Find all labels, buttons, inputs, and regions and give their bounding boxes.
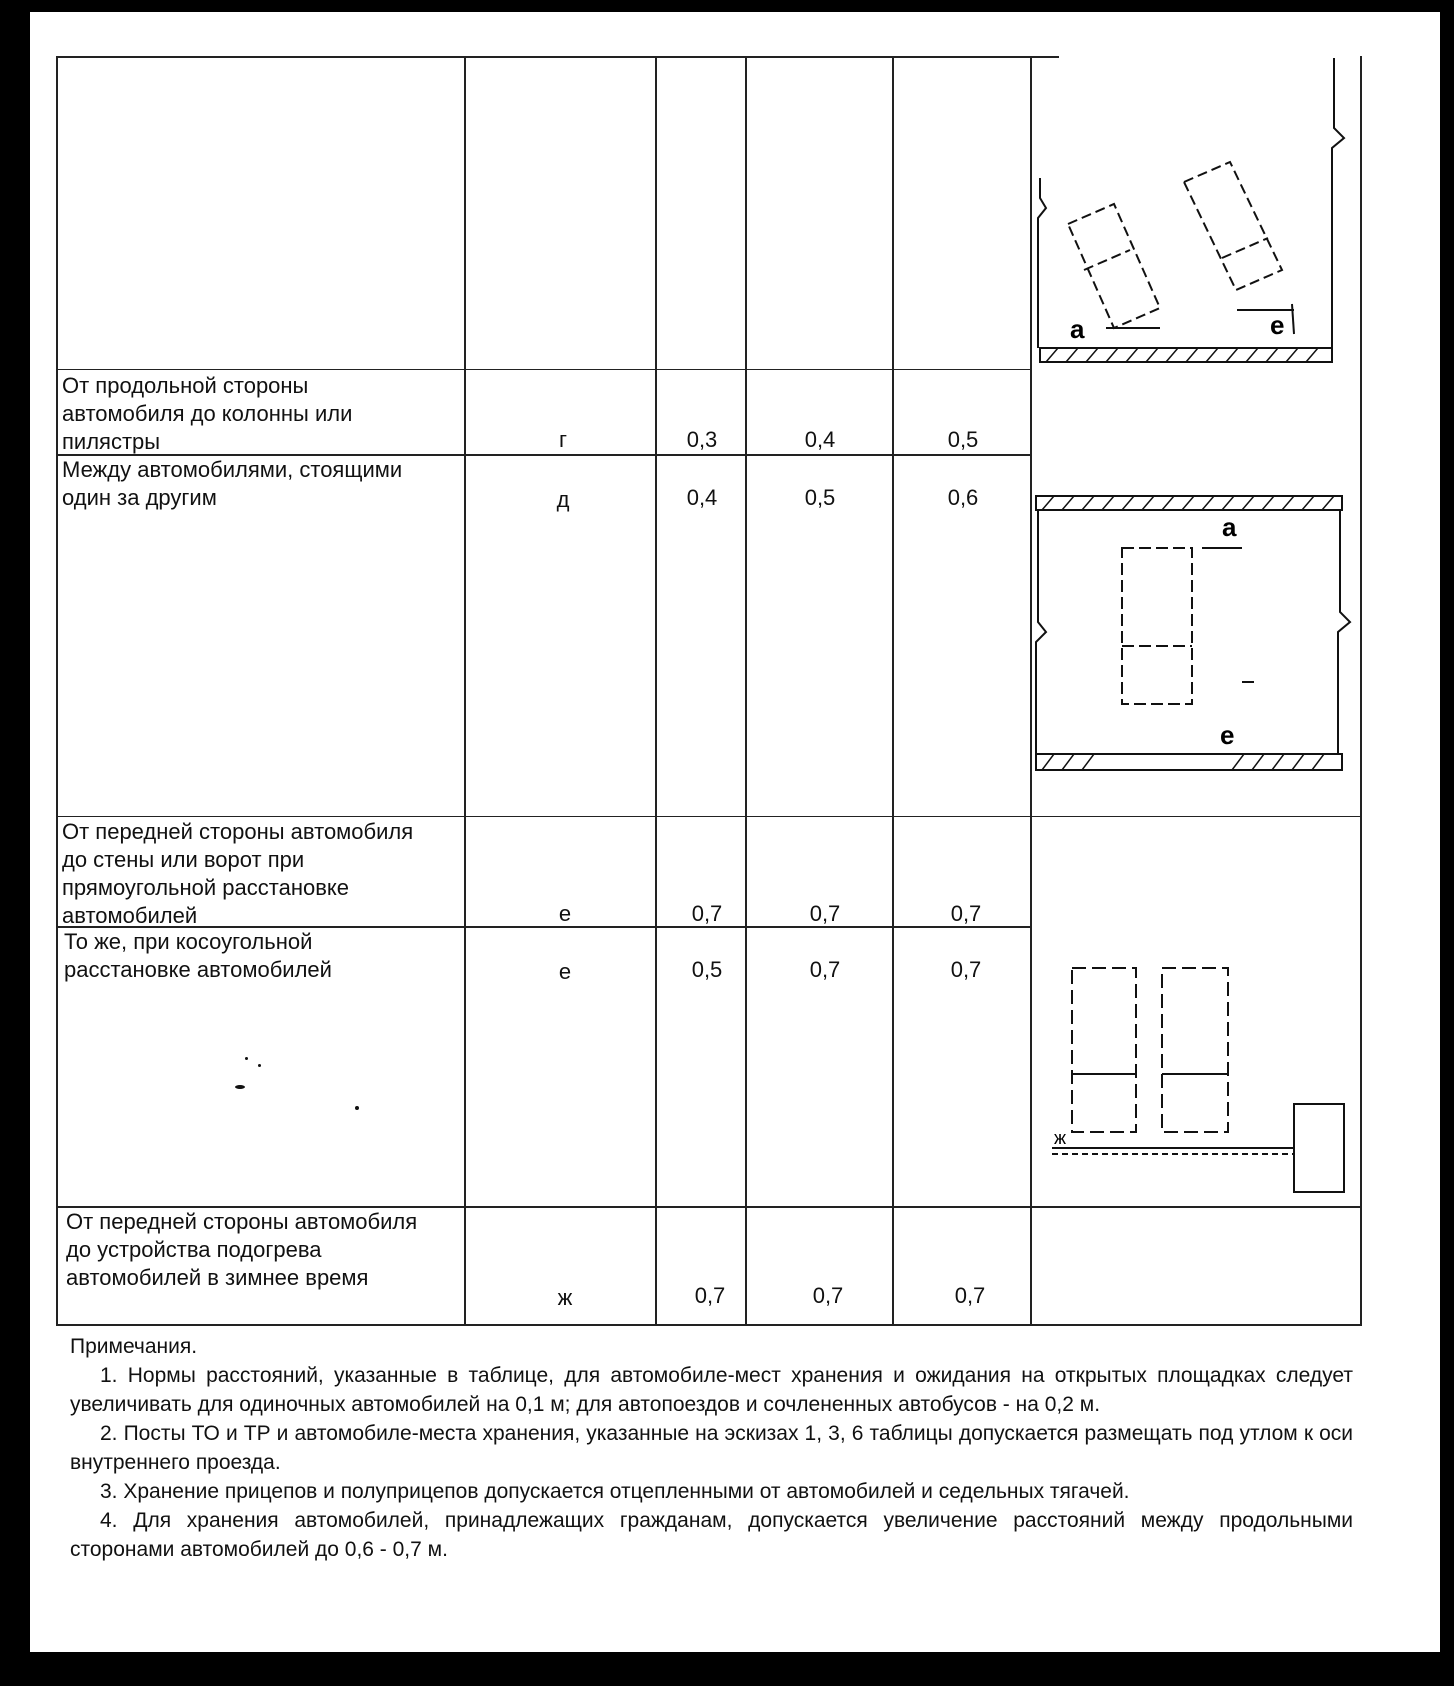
scan-speck [245,1057,248,1060]
dimension-label-e: е [1220,720,1235,750]
scan-speck [235,1085,245,1089]
row-label: То же, при косоугольной расстановке автомобилей [64,929,332,982]
row-value-1: 0,7 [691,901,723,926]
row-value-1: 0,4 [686,485,718,510]
scan-speck [355,1106,359,1110]
row-value-2: 0,5 [804,485,836,510]
notes-heading: Примечания. [70,1335,198,1358]
row-value-3: 0,7 [950,901,982,926]
row-value-2: 0,7 [812,1283,844,1308]
row-value-3: 0,7 [954,1283,986,1308]
note-item: 3. Хранение прицепов и полуприцепов допускается отцепленными от автомобилей и седельных тягачей. [100,1480,1130,1503]
row-value-3: 0,7 [950,957,982,982]
row-value-3: 0,6 [947,485,979,510]
sketch-tandem-parking [1032,492,1358,802]
document-page [30,12,1440,1652]
row-symbol: д [556,487,570,512]
row-symbol: ж [557,1285,573,1310]
dimension-label-zh: ж [1054,1128,1067,1148]
sketch-angled-parking [1032,58,1358,368]
dimension-label-a: а [1070,314,1085,344]
row-label: От передней стороны автомобиля до устройства подогрева автомобилей в зимнее время [66,1209,418,1290]
row-label: От передней стороны автомобиля до стены или ворот при прямоугольной расстановке автомобилей [62,819,414,928]
row-symbol: е [558,959,572,984]
note-item: 4. Для хранения автомобилей, принадлежащих гражданам, допускается увеличение расстояний между продольными сторонами автомобилей до 0,6 - 0,7 м. [70,1509,1353,1561]
row-label: От продольной стороны автомобиля до колонны или пилястры [62,373,353,454]
note-item: 1. Нормы расстояний, указанные в таблице, для автомобиле-мест хранения и ожидания на открытых площадках следует увеличивать для одиночных автомобилей на 0,1 м; для автопоездов и сочлененных автобусов - на 0,2 м. [70,1364,1353,1416]
scan-speck [258,1064,261,1067]
row-value-1: 0,5 [691,957,723,982]
row-value-3: 0,5 [947,427,979,452]
dimension-label-e: е [1270,310,1285,340]
sketch-heating-device [1032,952,1358,1202]
row-value-1: 0,7 [694,1283,726,1308]
notes-section [70,1332,1353,1564]
row-value-2: 0,4 [804,427,836,452]
row-symbol: е [558,901,572,926]
row-value-2: 0,7 [809,901,841,926]
row-symbol: г [558,427,568,452]
row-label: Между автомобилями, стоящими один за другим [62,457,403,510]
note-item: 2. Посты ТО и ТР и автомобиле-места хранения, указанные на эскизах 1, 3, 6 таблицы допускается размещать под утлом к оси внутреннего проезда. [70,1422,1353,1474]
row-value-2: 0,7 [809,957,841,982]
row-value-1: 0,3 [686,427,718,452]
dimension-label-a: а [1222,512,1237,542]
